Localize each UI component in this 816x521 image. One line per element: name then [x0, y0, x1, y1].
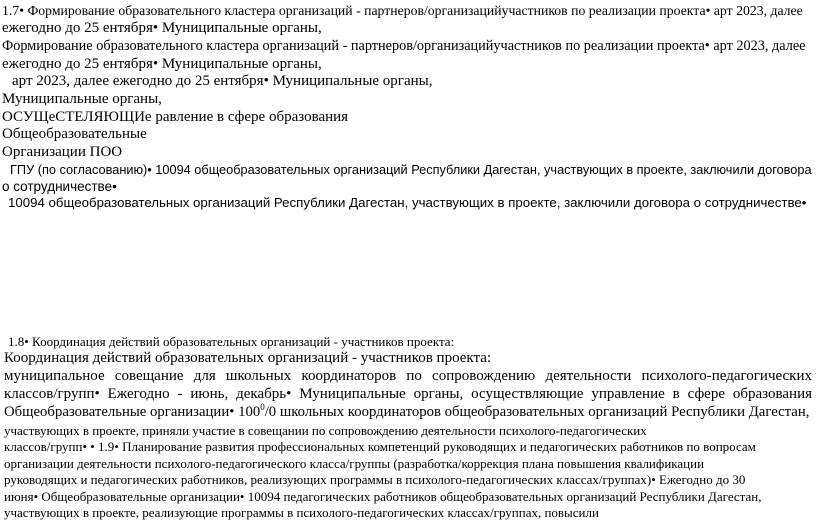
text-line-7: ОСУЩеСТЕЛЯЮЩИе равление в сфере образования — [2, 109, 349, 125]
text-line-19: классов/групп• • 1.9• Планирование развития профессиональных компетенций руководящих и педагогических работников по вопросам — [4, 439, 756, 454]
text-line-5: арт 2023, далее ежегодно до 25 ентября• Муниципальные органы, — [12, 73, 433, 89]
text-line-17-part-a: Общеобразовательные организации• 100 — [4, 404, 261, 420]
text-line-15: муниципальное совещание для школьных координаторов по сопровождению деятельности психолого-педагогических — [4, 368, 812, 384]
text-line-4: ежегодно до 25 ентября• Муниципальные органы, — [2, 56, 322, 72]
text-line-1: 1.7• Формирование образовательного кластера организаций - партнеров/организацийучастников по реализации проекта• арт 2023, далее — [2, 3, 803, 18]
text-line-13: 1.8• Координация действий образовательных организаций - участников проекта: — [8, 334, 455, 349]
text-line-9: Организации ПОО — [2, 144, 123, 160]
text-line-8: Общеобразовательные — [2, 126, 147, 142]
text-line-17-part-b: /0 школьных координаторов общеобразовательных организаций Республики Дагестан, — [264, 404, 810, 420]
text-line-22: июня• Общеобразовательные организации• 10094 педагогических работников общеобразовательных организаций Республики Дагестан, — [4, 489, 762, 504]
text-line-11: о сотрудничестве• — [2, 179, 117, 194]
text-line-16: классов/групп• Ежегодно - июнь, декабрь• Муниципальные органы, осуществляющие управление в сфере образования — [4, 386, 812, 402]
text-line-14: Координация действий образовательных организаций - участников проекта: — [4, 350, 492, 366]
text-line-10: ГПУ (по согласованию)• 10094 общеобразовательных организаций Республики Дагестан, участвующих в проекте, заключили договора — [10, 162, 812, 177]
text-line-3: Формирование образовательного кластера организаций - партнеров/организацийучастников по реализации проекта• арт 2023, далее — [2, 38, 806, 54]
text-line-20: организации деятельности психолого-педагогического класса/группы (разработка/коррекция плана повышения квалификации — [4, 456, 705, 471]
text-line-18: участвующих в проекте, приняли участие в совещании по сопровождению деятельности психолого-педагогических — [4, 423, 647, 438]
text-line-23: участвующих в проекте, реализующие программы в психолого-педагогических классах/группах, повысили — [4, 505, 599, 520]
text-line-17 — [4, 404, 809, 421]
text-line-17-superscript: 0 — [260, 402, 265, 413]
text-line-12: 10094 общеобразовательных организаций Республики Дагестан, участвующих в проекте, заключили договора о сотрудничестве• — [8, 195, 807, 210]
text-line-2: ежегодно до 25 ентября• Муниципальные органы, — [2, 20, 322, 36]
text-line-6: Муниципальные органы, — [2, 91, 162, 107]
text-line-21: руководящих и педагогических работников, реализующих программы в психолого-педагогических классах/группах)• Ежегодно до 30 — [4, 472, 746, 487]
